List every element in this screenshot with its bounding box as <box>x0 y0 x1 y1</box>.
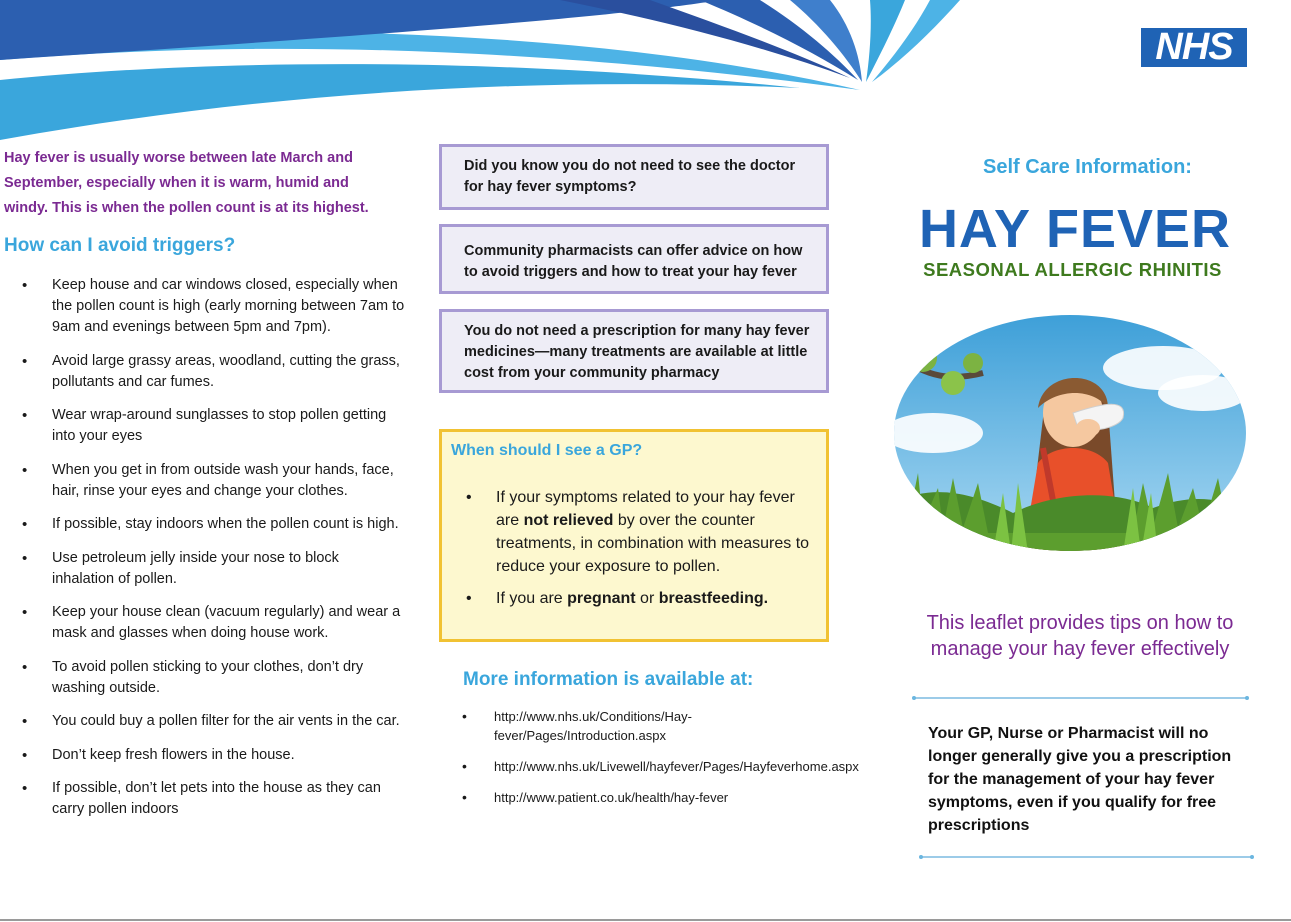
info-box-doctor <box>439 144 829 210</box>
intro-text: Hay fever is usually worse between late March and September, especially when it is warm, humid and windy. This is when the pollen count is at its highest. <box>4 150 369 216</box>
info-link[interactable]: • http://www.nhs.uk/Livewell/hayfever/Pages/Hayfeverhome.aspx <box>462 757 832 776</box>
prescription-note: Your GP, Nurse or Pharmacist will no longer generally give you a prescription for the management of your hay fever symptoms, even if you qualify for free prescriptions <box>928 725 1232 834</box>
avoid-triggers-heading: How can I avoid triggers? <box>4 235 236 256</box>
gp-item-text: or <box>635 590 659 607</box>
info-link[interactable]: • http://www.nhs.uk/Conditions/Hay-fever/Pages/Introduction.aspx <box>462 707 832 745</box>
list-item: • Use petroleum jelly inside your nose to block inhalation of pollen. <box>20 548 405 590</box>
list-item: • You could buy a pollen filter for the air vents in the car. <box>20 711 405 732</box>
info-links-list <box>462 707 859 819</box>
list-item: • Don’t keep fresh flowers in the house. <box>20 745 405 766</box>
leaflet-tagline: This leaflet provides tips on how to manage your hay fever effectively <box>926 612 1234 660</box>
info-box-text: Community pharmacists can offer advice on how to avoid triggers and how to treat your hay fever <box>464 243 803 280</box>
more-info-heading: More information is available at: <box>463 669 754 690</box>
info-link[interactable]: • http://www.patient.co.uk/health/hay-fever <box>462 788 832 807</box>
page-bottom-rule <box>0 919 1291 921</box>
gp-item-text: If your symptoms related to your hay fever are <box>496 489 795 529</box>
list-item: • When you get in from outside wash your hands, face, hair, rinse your eyes and change your clothes. <box>20 460 405 502</box>
gp-item-emphasis: pregnant <box>567 590 636 607</box>
nhs-logo: NHS <box>1141 28 1247 67</box>
list-item: • If possible, stay indoors when the pollen count is high. <box>20 514 405 535</box>
info-box-text: You do not need a prescription for many hay fever medicines—many treatments are available at little cost from your community pharmacy <box>464 323 810 381</box>
list-item: • To avoid pollen sticking to your clothes, don’t dry washing outside. <box>20 657 405 699</box>
gp-list <box>466 486 811 619</box>
divider <box>921 856 1252 858</box>
sneezing-girl-illustration <box>893 313 1248 553</box>
gp-item-emphasis: breastfeeding. <box>658 590 769 607</box>
info-box-pharmacist <box>439 224 829 294</box>
gp-heading: When should I see a GP? <box>451 442 643 459</box>
divider <box>914 697 1247 699</box>
page-title: HAY FEVER <box>918 199 1232 259</box>
list-item <box>466 486 811 578</box>
info-box-text: Did you know you do not need to see the doctor for hay fever symptoms? <box>464 158 796 195</box>
list-item <box>466 587 811 610</box>
gp-advice-box <box>439 429 829 642</box>
info-box-prescription <box>439 309 829 393</box>
gp-item-emphasis: not relieved <box>523 512 614 529</box>
trigger-tips-list <box>20 275 405 833</box>
gp-item-text: If you are <box>496 590 568 607</box>
list-item: • Wear wrap-around sunglasses to stop pollen getting into your eyes <box>20 405 405 447</box>
list-item: • If possible, don’t let pets into the house as they can carry pollen indoors <box>20 778 405 820</box>
self-care-label: Self Care Information: <box>983 156 1192 178</box>
list-item: • Keep house and car windows closed, especially when the pollen count is high (early morning between 7am to 9am and evenings between 5pm and 7pm). <box>20 275 405 338</box>
header-banner <box>0 0 1291 150</box>
gp-item-text: by over the counter treatments, in combination with measures to reduce your exposure to pollen. <box>496 512 810 575</box>
list-item: • Keep your house clean (vacuum regularly) and wear a mask and glasses when doing house work. <box>20 602 405 644</box>
list-item: • Avoid large grassy areas, woodland, cutting the grass, pollutants and car fumes. <box>20 351 405 393</box>
page-subtitle: SEASONAL ALLERGIC RHINITIS <box>923 259 1222 280</box>
banner-wave-main <box>0 64 800 140</box>
